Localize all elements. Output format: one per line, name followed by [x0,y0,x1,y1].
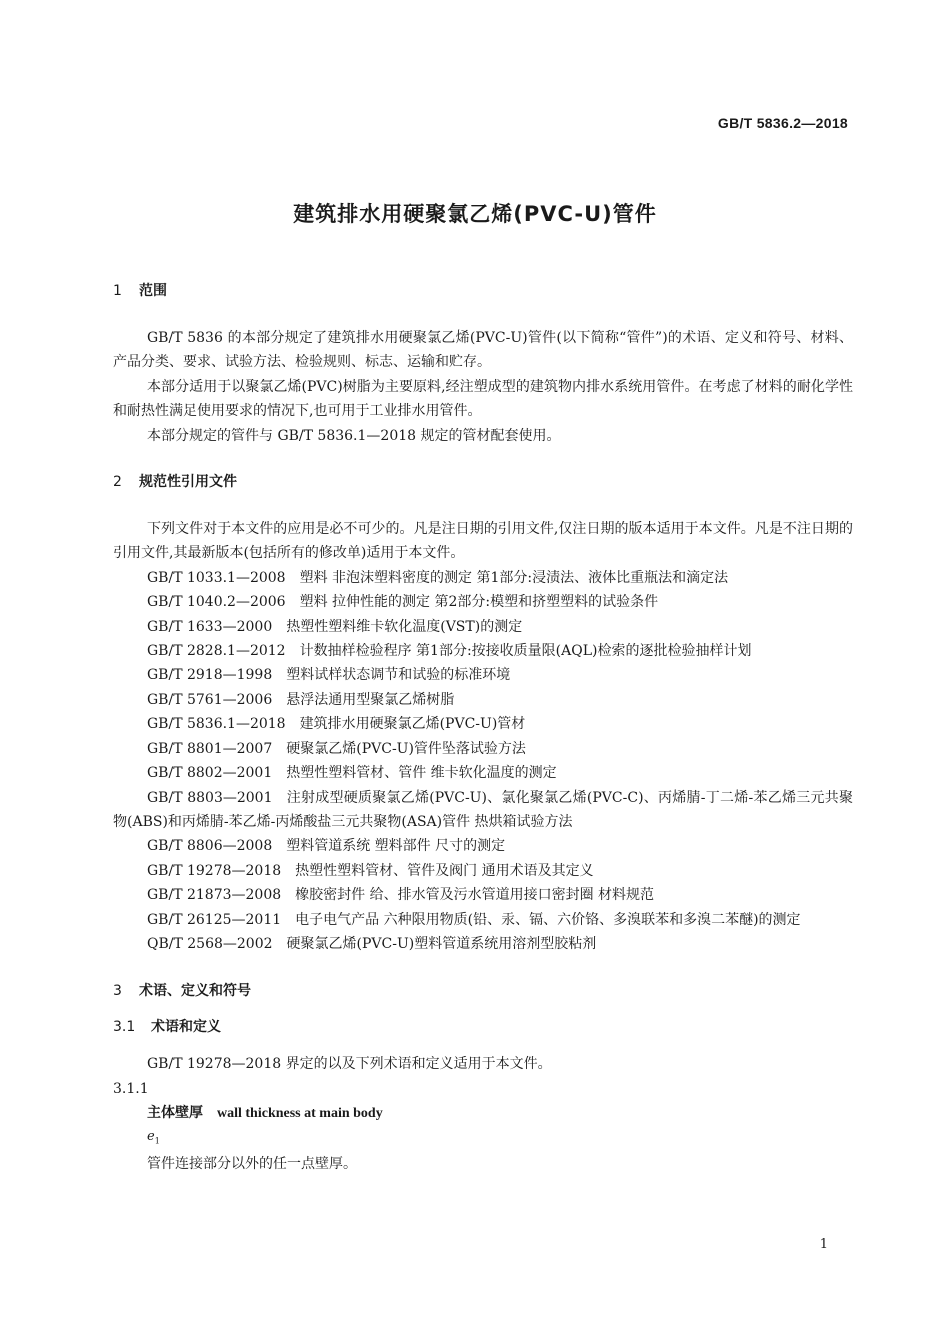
section-1-heading [113,280,853,302]
reference-title: 计数抽样检验程序 第1部分:按接收质量限(AQL)检索的逐批检验抽样计划 [299,643,752,660]
reference-item [113,932,853,956]
reference-code: GB/T 8801—2007 [147,740,273,757]
reference-title: 电子电气产品 六种限用物质(铅、汞、镉、六价铬、多溴联苯和多溴二苯醚)的测定 [295,911,801,928]
paragraph: GB/T 5836 的本部分规定了建筑排水用硬聚氯乙烯(PVC-U)管件(以下简称“管件”)的术语、定义和符号、材料、产品分类、要求、试验方法、检验规则、标志、运输和贮存。 [113,330,853,371]
standard-code: GB/T 5836.2—2018 [717,115,848,131]
reference-code: GB/T 21873—2008 [147,887,282,904]
section-title: 规范性引用文件 [139,474,237,491]
reference-title: 橡胶密封件 给、排水管及污水管道用接口密封圈 材料规范 [295,887,655,904]
paragraph: GB/T 19278—2018 界定的以及下列术语和定义适用于本文件。 [147,1056,552,1073]
reference-title: 建筑排水用硬聚氯乙烯(PVC-U)管材 [299,716,526,733]
section-2-heading [113,471,853,493]
reference-code: GB/T 2918—1998 [147,667,273,684]
reference-code: GB/T 5761—2006 [147,691,273,708]
reference-title: 塑料试样状态调节和试验的标准环境 [286,667,511,684]
reference-item [113,737,853,761]
subsection-3-1-heading [113,1016,853,1038]
reference-item [113,712,853,736]
section-title: 范围 [139,283,167,299]
reference-item [113,615,853,639]
reference-title: 塑料 非泡沫塑料密度的测定 第1部分:浸渍法、液体比重瓶法和滴定法 [299,569,729,586]
reference-code: GB/T 26125—2011 [147,911,282,928]
reference-item [113,566,853,590]
term-symbol [113,1126,853,1153]
page-number: 1 [819,1237,828,1252]
subsection-title: 术语和定义 [151,1019,221,1036]
term-entry [113,1101,853,1126]
term-definition: 管件连接部分以外的任一点壁厚。 [147,1156,357,1173]
reference-code: GB/T 19278—2018 [147,862,282,879]
reference-code: GB/T 8802—2001 [147,765,273,782]
term-zh: 主体壁厚 [147,1104,203,1121]
reference-item [113,786,853,835]
section-number: 1 [113,283,122,299]
reference-code: QB/T 2568—2002 [147,935,273,952]
document-title: 建筑排水用硬聚氯乙烯(PVC-U)管件 [293,202,657,226]
reference-title: 硬聚氯乙烯(PVC-U)管件坠落试验方法 [286,740,526,757]
section-title: 术语、定义和符号 [139,983,251,1000]
reference-list [113,566,853,957]
reference-code: GB/T 5836.1—2018 [147,716,286,733]
symbol-letter: e [147,1128,155,1144]
section-number: 2 [113,474,122,491]
reference-item [113,883,853,907]
reference-item [113,639,853,663]
document-body [113,280,853,1177]
section-number: 3 [113,983,122,1000]
reference-item [113,663,853,687]
term-en: wall thickness at main body [217,1105,383,1121]
reference-title: 塑料 拉伸性能的测定 第2部分:模塑和挤塑塑料的试验条件 [299,594,659,611]
reference-title: 注射成型硬质聚氯乙烯(PVC-U)、氯化聚氯乙烯(PVC-C)、丙烯腈-丁二烯-苯乙烯三元共聚物(ABS)和丙烯腈-苯乙烯-丙烯酸盐三元共聚物(ASA)管件 热烘箱试验方法 [113,789,853,830]
reference-code: GB/T 1040.2—2006 [147,594,286,611]
reference-item [113,590,853,614]
reference-title: 热塑性塑料维卡软化温度(VST)的测定 [286,618,523,635]
reference-item [113,761,853,785]
reference-code: GB/T 8803—2001 [147,789,273,806]
reference-title: 悬浮法通用型聚氯乙烯树脂 [286,691,455,708]
reference-title: 硬聚氯乙烯(PVC-U)塑料管道系统用溶剂型胶粘剂 [286,935,597,952]
reference-code: GB/T 2828.1—2012 [147,643,286,660]
reference-code: GB/T 1033.1—2008 [147,569,286,586]
subsection-number: 3.1 [113,1019,136,1036]
reference-code: GB/T 1633—2000 [147,618,273,635]
reference-title: 热塑性塑料管材、管件 维卡软化温度的测定 [286,765,557,782]
symbol-subscript: 1 [154,1136,160,1146]
section-3-heading [113,980,853,1002]
reference-item [113,834,853,858]
reference-code: GB/T 8806—2008 [147,838,273,855]
term-number: 3.1.1 [113,1080,149,1097]
paragraph: 本部分适用于以聚氯乙烯(PVC)树脂为主要原料,经注塑成型的建筑物内排水系统用管件。在考虑了材料的耐化学性和耐热性满足使用要求的情况下,也可用于工业排水用管件。 [113,378,853,420]
paragraph: 本部分规定的管件与 GB/T 5836.1—2018 规定的管材配套使用。 [147,427,561,444]
reference-item [113,859,853,883]
reference-title: 塑料管道系统 塑料部件 尺寸的测定 [286,838,506,855]
reference-title: 热塑性塑料管材、管件及阀门 通用术语及其定义 [295,862,594,879]
paragraph: 下列文件对于本文件的应用是必不可少的。凡是注日期的引用文件,仅注日期的版本适用于本文件。凡是不注日期的引用文件,其最新版本(包括所有的修改单)适用于本文件。 [113,521,853,562]
reference-item [113,688,853,712]
reference-item [113,908,853,932]
